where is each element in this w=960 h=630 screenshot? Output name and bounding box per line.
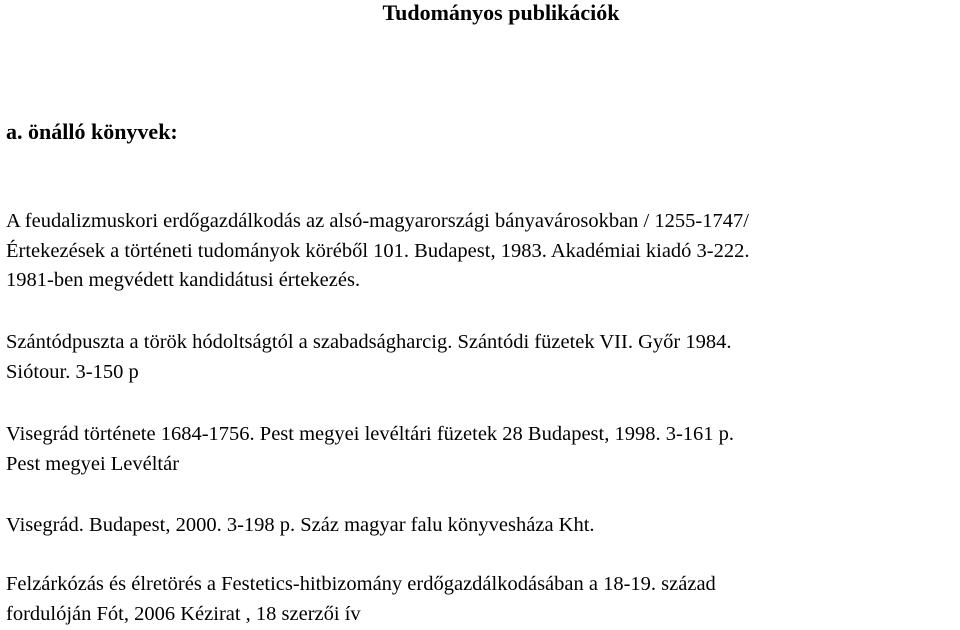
entry-line: Visegrád története 1684-1756. Pest megyei levéltári füzetek 28 Budapest, 1998. 3-161 p. bbox=[6, 423, 735, 445]
entry-line: Pest megyei Levéltár bbox=[6, 452, 180, 475]
entry-line: Értekezések a történeti tudományok köréből 101. Budapest, 1983. Akadémiai kiadó 3-222. bbox=[6, 239, 750, 262]
section-heading: a. önálló könyvek: bbox=[6, 119, 178, 144]
page-title: Tudományos publikációk bbox=[382, 0, 620, 25]
entry-line: Siótour. 3-150 p bbox=[6, 360, 139, 383]
entry-line: Felzárkózás és élretörés a Festetics-hitbizomány erdőgazdálkodásában a 18-19. század bbox=[6, 573, 716, 595]
publication-entry bbox=[6, 207, 956, 296]
entry-line: Szántódpuszta a török hódoltságtól a szabadságharcig. Szántódi füzetek VII. Győr 1984. bbox=[6, 331, 732, 353]
publication-entry bbox=[6, 328, 956, 387]
entry-line: Visegrád. Budapest, 2000. 3-198 p. Száz magyar falu könyvesháza Kht. bbox=[6, 514, 595, 536]
entry-line: A feudalizmuskori erdőgazdálkodás az alsó-magyarországi bányavárosokban / 1255-1747/ bbox=[6, 210, 749, 232]
publication-entry bbox=[6, 420, 956, 479]
entry-line: 1981-ben megvédett kandidátusi értekezés. bbox=[6, 269, 361, 291]
publication-entry bbox=[6, 570, 956, 629]
publication-entry bbox=[6, 511, 956, 541]
entry-line: fordulóján Fót, 2006 Kézirat , 18 szerzői ív bbox=[6, 602, 361, 625]
